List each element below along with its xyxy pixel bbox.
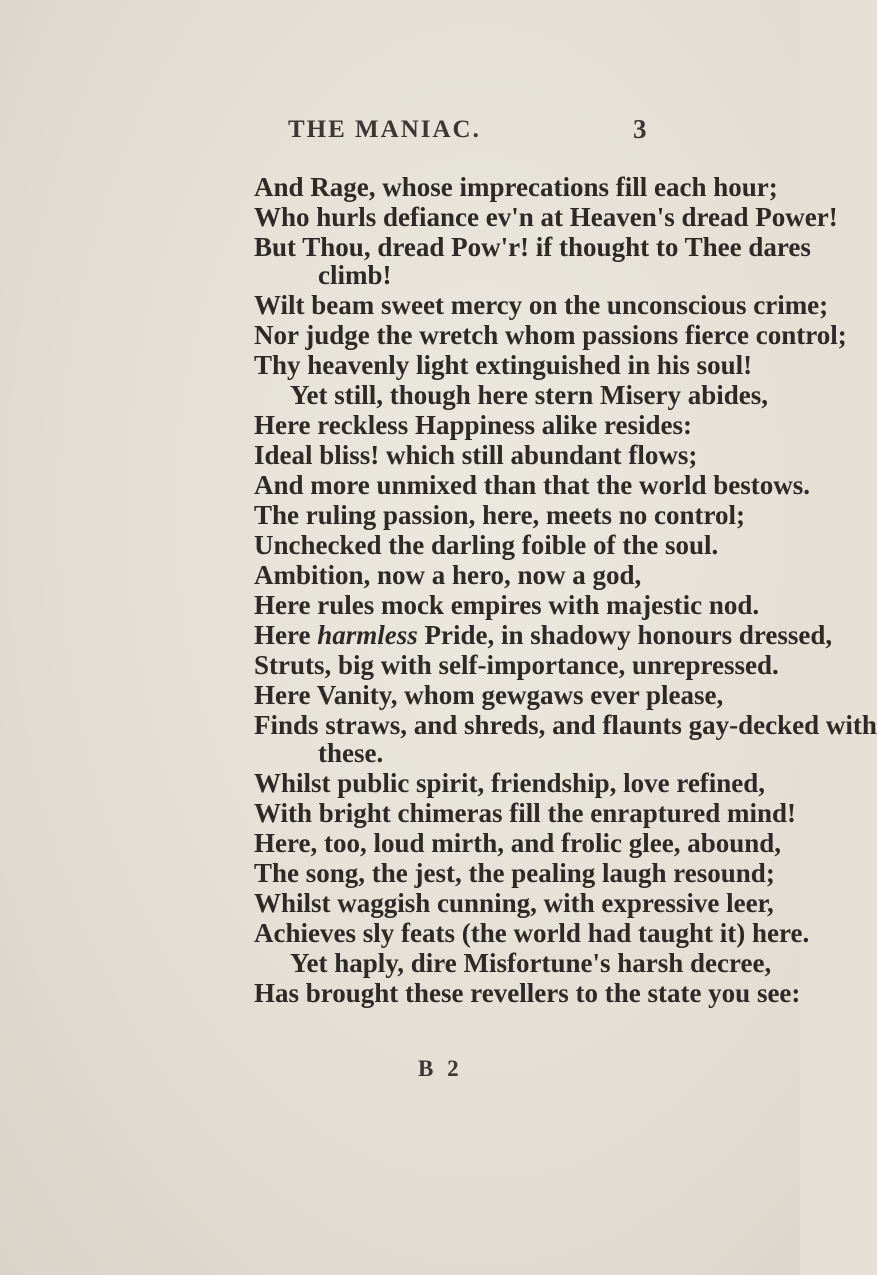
poem-line-suffix: Pride, in shadowy honours dressed, — [417, 620, 833, 650]
poem-line: But Thou, dread Pow'r! if thought to Thee dares — [254, 232, 811, 262]
poem-line: Has brought these revellers to the state you see: — [254, 978, 801, 1008]
poem-line: The song, the jest, the pealing laugh resound; — [254, 858, 775, 888]
page-number: 3 — [633, 114, 647, 144]
poem-line: Thy heavenly light extinguished in his soul! — [254, 350, 753, 380]
poem-line: these. — [318, 738, 384, 768]
poem-line: Ideal bliss! which still abundant flows; — [254, 440, 698, 470]
poem-line: Unchecked the darling foible of the soul. — [254, 530, 719, 560]
poem-line: Struts, big with self-importance, unrepressed. — [254, 650, 779, 680]
poem-line: Who hurls defiance ev'n at Heaven's dread Power! — [254, 202, 838, 232]
poem-line: Yet still, though here stern Misery abides, — [290, 380, 768, 410]
poem-line-italic-word: harmless — [317, 620, 418, 650]
poem-line: Finds straws, and shreds, and flaunts gay-decked with — [254, 710, 877, 740]
poem-line: Achieves sly feats (the world had taught it) here. — [254, 918, 810, 948]
running-title: THE MANIAC. — [288, 116, 481, 143]
poem-line: climb! — [318, 260, 392, 290]
poem-line: Here rules mock empires with majestic nod. — [254, 590, 760, 620]
poem-line: Nor judge the wretch whom passions fierce control; — [254, 320, 847, 350]
poem-line: Here, too, loud mirth, and frolic glee, abound, — [254, 828, 782, 858]
poem-line: Ambition, now a hero, now a god, — [254, 560, 642, 590]
poem-line: Whilst waggish cunning, with expressive leer, — [254, 888, 774, 918]
poem-line-prefix: Here — [254, 620, 318, 650]
poem-line: And Rage, whose imprecations fill each hour; — [254, 172, 778, 202]
signature-mark: B 2 — [418, 1056, 463, 1081]
poem-line: The ruling passion, here, meets no control; — [254, 500, 746, 530]
poem-line: Here Vanity, whom gewgaws ever please, — [254, 680, 724, 710]
poem-line: Wilt beam sweet mercy on the unconscious crime; — [254, 290, 829, 320]
poem-line: With bright chimeras fill the enraptured mind! — [254, 798, 797, 828]
poem-line: Whilst public spirit, friendship, love refined, — [254, 768, 766, 798]
poem-line — [254, 620, 832, 650]
running-head — [0, 116, 800, 152]
poem-line: Here reckless Happiness alike resides: — [254, 410, 692, 440]
poem-line: And more unmixed than that the world bestows. — [254, 470, 811, 500]
poem-line: Yet haply, dire Misfortune's harsh decree, — [290, 948, 772, 978]
